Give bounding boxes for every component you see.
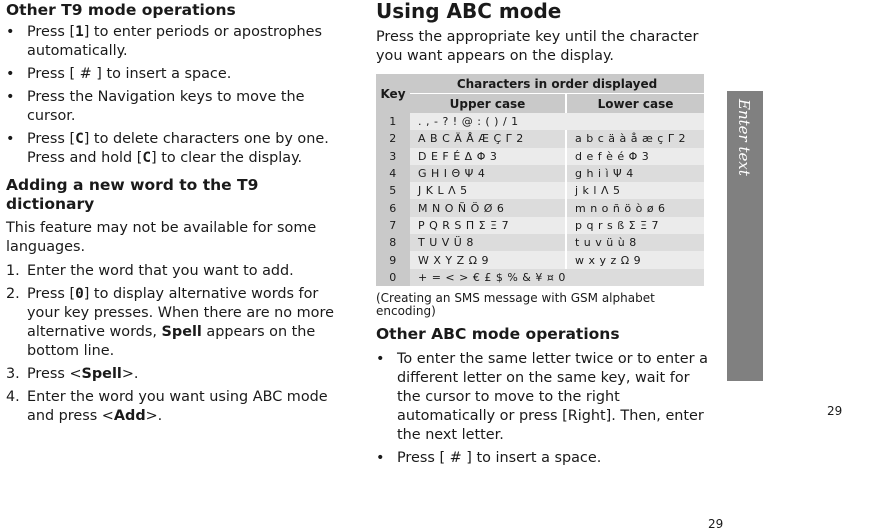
table-row: 7 P Q R S Π Σ Ξ 7 p q r s ß Σ Ξ 7 <box>376 217 704 234</box>
hash-key-icon: # <box>449 449 462 466</box>
table-row: 0 + = < > € £ $ % & ¥ ¤ 0 <box>376 269 704 286</box>
character-table <box>376 74 704 286</box>
table-caption: (Creating an SMS message with GSM alphabet encoding) <box>376 290 655 318</box>
table-row: 9 W X Y Z Ω 9 w x y z Ω 9 <box>376 251 704 268</box>
heading-other-abc: Other ABC mode operations <box>376 324 620 343</box>
table-row: 4 G H I Θ Ψ 4 g h i ì Ψ 4 <box>376 165 704 182</box>
table-row: 2 A B C Ä Å Æ Ç Γ 2 a b c ä à å æ ç Γ 2 <box>376 130 704 147</box>
characters-header: Characters in order displayed <box>410 74 704 94</box>
heading-add-word: Adding a new word to the T9 dictionary <box>6 176 259 213</box>
list-item: • Press the Navigation keys to move the cursor. <box>6 89 305 124</box>
page-number-footer: 29 <box>708 517 724 531</box>
add-word-steps <box>6 262 336 426</box>
key-header: Key <box>376 74 410 113</box>
list-item: • To enter the same letter twice or to enter a different letter on the same key, wait for the cursor to move to the right automatically or press [Right]. Then, enter the next letter. <box>376 350 708 443</box>
list-item: • Press [ # ] to insert a space. <box>376 449 602 466</box>
chapter-tab <box>727 91 763 381</box>
t9-operations-list <box>6 23 336 168</box>
table-row: 8 T U V Ü 8 t u v ü ù 8 <box>376 234 704 251</box>
left-column <box>6 0 336 428</box>
hash-key-icon: # <box>79 66 92 82</box>
chapter-tab-label: Enter text <box>735 99 753 176</box>
table-row: 6 M N O Ñ Ö Ø 6 m n o ñ ö ò ø 6 <box>376 199 704 216</box>
table-row: 3 D E F É Δ Φ 3 d e f è é Φ 3 <box>376 148 704 165</box>
list-item: • Press [1] to enter periods or apostrophes automatically. <box>6 24 323 59</box>
page-title: Using ABC mode <box>376 0 562 23</box>
list-item: 1. Enter the word that you want to add. <box>6 263 294 279</box>
intro-text: This feature may not be available for some languages. <box>6 220 317 255</box>
page-number: 29 <box>827 404 843 418</box>
right-column <box>376 0 708 470</box>
lower-case-header: Lower case <box>566 94 704 114</box>
list-item: • Press [ # ] to insert a space. <box>6 66 232 82</box>
list-item: • Press [C] to delete characters one by one. Press and hold [C] to clear the display. <box>6 131 329 166</box>
list-item: 4. Enter the word you want using ABC mode and press <Add>. <box>6 389 328 424</box>
table-row: 5 J K L Λ 5 j k l Λ 5 <box>376 182 704 199</box>
list-item: 3. Press <Spell>. <box>6 366 139 382</box>
table-row: 1 . , - ? ! @ : ( ) / 1 <box>376 113 704 130</box>
intro-text: Press the appropriate key until the character you want appears on the display. <box>376 29 699 64</box>
list-item: 2. Press [0] to display alternative words for your key presses. When there are no more alternative words, Spell appears on the bottom line. <box>6 286 334 359</box>
heading-other-t9: Other T9 mode operations <box>6 1 236 19</box>
upper-case-header: Upper case <box>410 94 566 114</box>
abc-operations-list <box>376 350 708 468</box>
